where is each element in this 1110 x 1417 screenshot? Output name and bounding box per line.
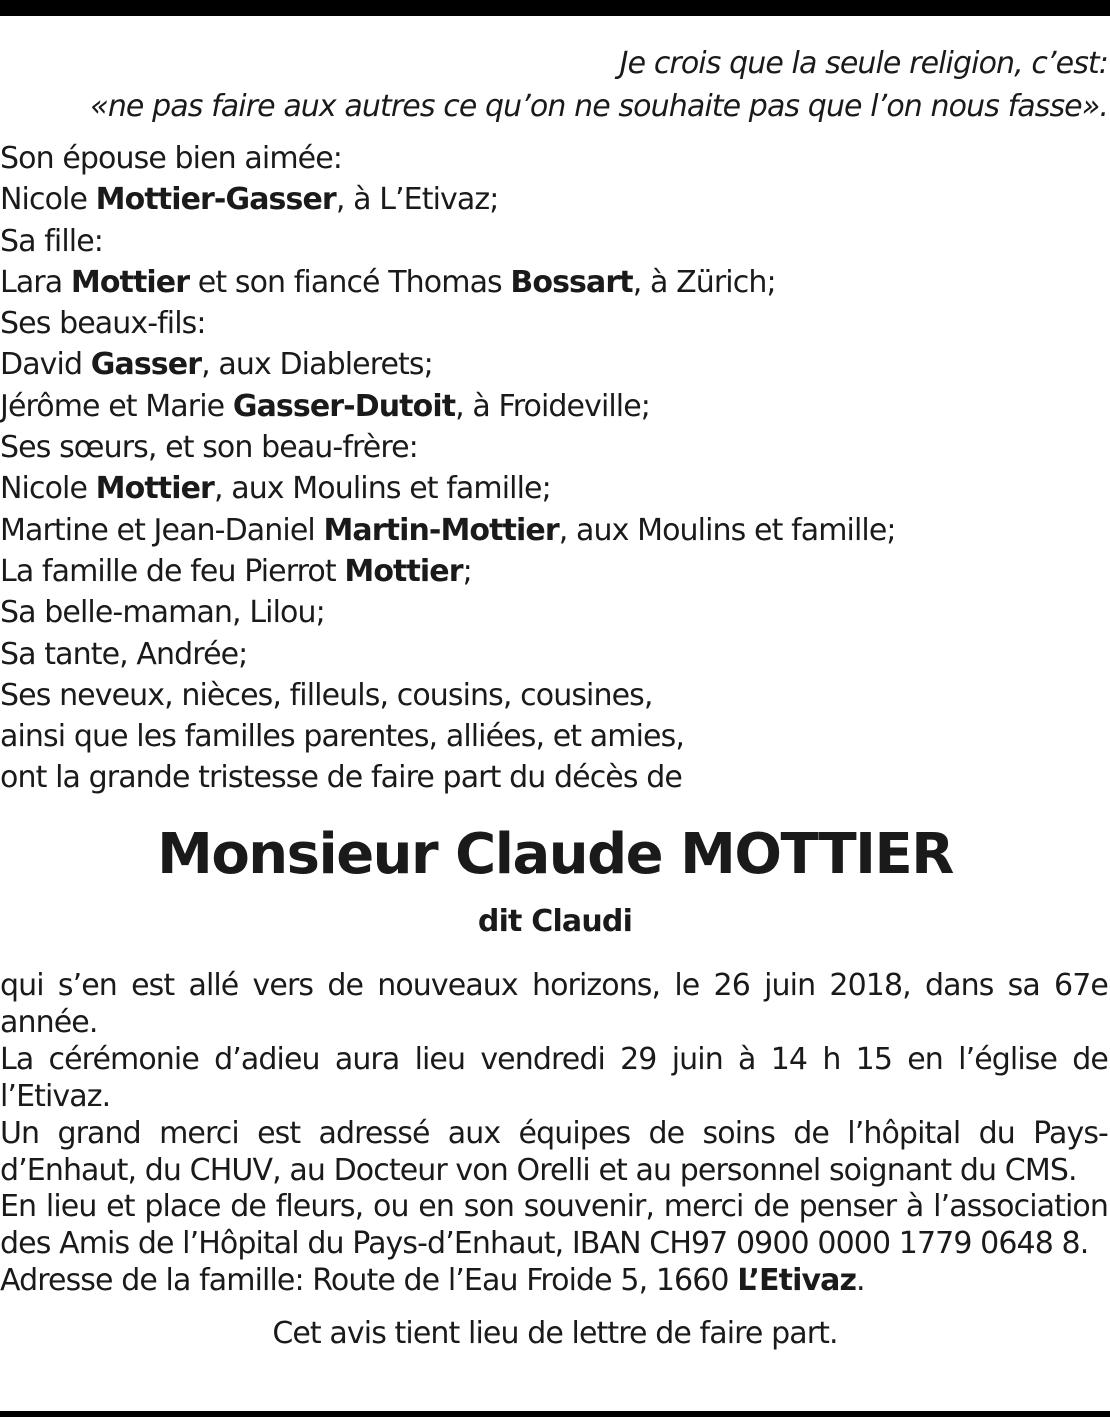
announcement-body xyxy=(0,968,1108,1300)
family-list xyxy=(0,138,1110,799)
family-text: , à Froideville; xyxy=(455,388,651,424)
family-text: ont la grande tristesse de faire part du décès de xyxy=(0,760,682,796)
body-paragraph: qui s’en est allé vers de nouveaux horizons, le 26 juin 2018, dans sa 67e année. xyxy=(0,968,1108,1040)
family-text: Lara xyxy=(0,264,71,300)
body-paragraph: En lieu et place de fleurs, ou en son souvenir, merci de penser à l’association des Amis de l’Hôpital du Pays-d’Enhaut, IBAN CH97 0900 0000 1779 0648 8. xyxy=(0,1189,1108,1262)
family-line xyxy=(0,757,1110,798)
family-line xyxy=(0,344,1110,385)
family-line xyxy=(0,592,1110,633)
family-text: Son épouse bien aimée: xyxy=(0,141,342,176)
family-line xyxy=(0,510,1110,551)
closing-note: Cet avis tient lieu de lettre de faire part. xyxy=(272,1316,838,1351)
family-text: et son fiancé Thomas xyxy=(189,264,511,300)
deceased-name: Monsieur Claude MOTTIER xyxy=(157,822,953,887)
family-text: Nicole xyxy=(0,182,96,218)
family-line xyxy=(0,427,1110,468)
body-paragraph: Un grand merci est adressé aux équipes de soins de l’hôpital du Pays-d’Enhaut, du CHUV, au Docteur von Orelli et au personnel soignant du CMS. xyxy=(0,1115,1108,1188)
quote-line-2: «ne pas faire aux autres ce qu’on ne souhaite pas que l’on nous fasse». xyxy=(90,89,1108,124)
family-surname: Mottier xyxy=(95,471,214,507)
family-text: La famille de feu Pierrot xyxy=(0,553,345,589)
family-address xyxy=(0,1263,1108,1300)
family-text: Sa tante, Andrée; xyxy=(0,636,248,672)
family-line xyxy=(0,179,1110,220)
family-line xyxy=(0,634,1110,675)
address-locality: L’Etivaz xyxy=(737,1263,857,1299)
family-text: , aux Moulins et famille; xyxy=(558,512,896,548)
family-text: , à Zürich; xyxy=(632,264,776,300)
family-text: Nicole xyxy=(0,471,96,507)
family-text: Sa fille: xyxy=(0,223,103,259)
family-line xyxy=(0,675,1110,716)
family-text: , aux Diablerets; xyxy=(201,347,433,383)
family-line xyxy=(0,551,1110,592)
family-text: ainsi que les familles parentes, alliées, et amies, xyxy=(0,719,684,755)
family-text: Ses neveux, nièces, filleuls, cousins, cousines, xyxy=(0,677,653,713)
epigraph-quote xyxy=(8,42,1108,128)
family-text: Ses sœurs, et son beau-frère: xyxy=(0,430,418,466)
family-text: Martine et Jean-Daniel xyxy=(0,512,324,548)
family-surname: Gasser-Dutoit xyxy=(232,388,456,424)
quote-line-1: Je crois que la seule religion, c’est: xyxy=(619,46,1108,81)
deceased-nickname: dit Claudi xyxy=(477,904,633,939)
family-line xyxy=(0,386,1110,427)
family-text: Sa belle-maman, Lilou; xyxy=(0,595,325,631)
family-surname: Gasser xyxy=(90,347,202,383)
bottom-rule xyxy=(0,1411,1110,1417)
body-paragraph: La cérémonie d’adieu aura lieu vendredi 29 juin à 14 h 15 en l’église de l’Etivaz. xyxy=(0,1041,1108,1114)
family-line xyxy=(0,716,1110,757)
family-surname: Bossart xyxy=(510,264,633,300)
top-rule xyxy=(0,0,1110,16)
family-line xyxy=(0,468,1110,509)
family-text: Ses beaux-fils: xyxy=(0,306,206,342)
family-text: , aux Moulins et famille; xyxy=(213,471,551,507)
family-surname: Mottier xyxy=(344,553,463,589)
family-surname: Mottier-Gasser xyxy=(95,182,336,218)
family-text: David xyxy=(0,347,91,383)
family-text: Jérôme et Marie xyxy=(0,388,233,424)
family-text: , à L’Etivaz; xyxy=(335,182,499,218)
address-text: Adresse de la famille: Route de l’Eau Froide 5, 1660 xyxy=(0,1263,738,1299)
address-text: . xyxy=(856,1263,865,1299)
family-surname: Martin-Mottier xyxy=(323,512,559,548)
family-line xyxy=(0,262,1110,303)
family-text: ; xyxy=(462,553,472,589)
family-surname: Mottier xyxy=(70,264,190,300)
family-line xyxy=(0,138,1110,179)
family-line xyxy=(0,221,1110,262)
family-line xyxy=(0,303,1110,344)
